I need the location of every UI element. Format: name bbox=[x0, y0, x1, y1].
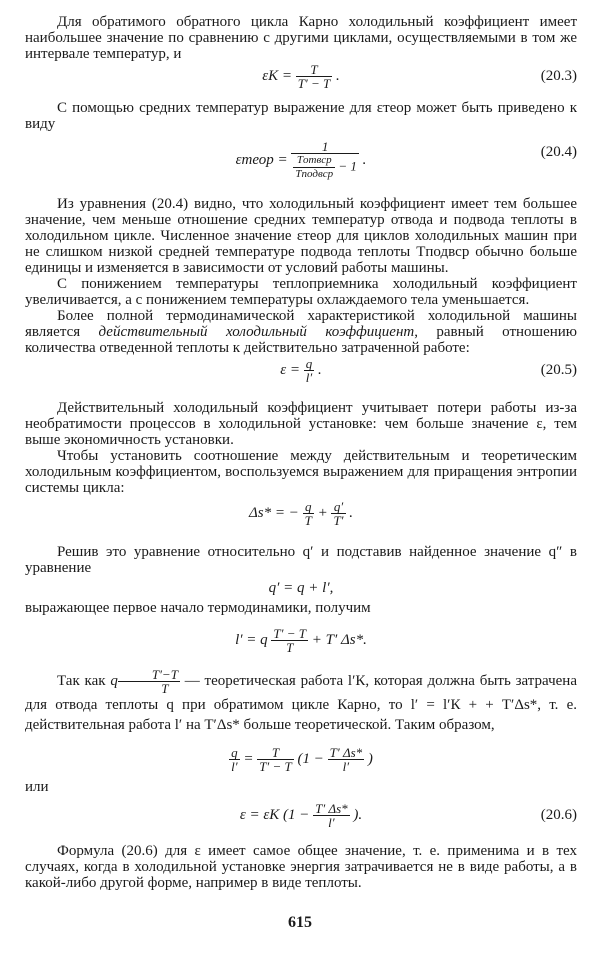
numerator: T′ Δs* bbox=[329, 745, 363, 761]
eq-lhs: l′ = q bbox=[235, 632, 268, 648]
fraction bbox=[118, 668, 180, 695]
paragraph: Из уравнения (20.4) видно, что холодильный коэффициент имеет тем большее значение, чем меньше отношение средних температур отвода и подвода теплоты в холодильном цикле. Численное значение εтеор для циклов холодильных машин при не слишком низкой средней температуре подвода теплоты Tподвcp обычно больше единицы и изменяется в зависимости от условий работы машины. bbox=[25, 196, 577, 276]
numerator: q bbox=[305, 356, 313, 372]
denominator: l′ bbox=[231, 759, 238, 775]
equation-number: (20.5) bbox=[540, 362, 577, 378]
denominator: l′ bbox=[328, 815, 335, 831]
eq-lhs: εК = bbox=[262, 68, 292, 84]
paren-open: (1 − bbox=[283, 807, 310, 823]
inner-denominator: Tподвcp bbox=[295, 168, 334, 181]
plus: + bbox=[317, 505, 328, 521]
paragraph: Формула (20.6) для ε имеет самое общее значение, т. е. применима и в тех случаях, когда в холодильной установке энергия затрачивается не в виде работы, а в какой-либо другой форме, например в виде теплоты. bbox=[25, 843, 577, 891]
page-body bbox=[25, 14, 577, 891]
eq-lhs: ε = εК bbox=[239, 807, 280, 823]
paragraph: С помощью средних температур выражение для εтеор может быть приведено к виду bbox=[25, 100, 577, 132]
fraction bbox=[304, 357, 315, 384]
fraction bbox=[296, 63, 333, 90]
denominator: T′ − T bbox=[297, 76, 331, 92]
paragraph: С понижением температуры теплоприемника холодильный коэффициент увеличивается, а с понижением температуры охлаждаемого тела уменьшается. bbox=[25, 276, 577, 308]
paren-close: ). bbox=[353, 807, 363, 823]
eq-tail: . bbox=[336, 68, 340, 84]
text: Так как bbox=[57, 672, 106, 689]
equation-entropy bbox=[25, 496, 577, 530]
denominator: T bbox=[286, 640, 294, 656]
eq-tail: . bbox=[362, 152, 367, 168]
eq-lhs: εтеор = bbox=[235, 152, 288, 168]
fraction bbox=[303, 500, 314, 527]
emphasis: действительный холодильный коэффициент bbox=[98, 324, 415, 340]
numerator: q′ bbox=[331, 500, 345, 514]
eq-lhs: Δs* = − bbox=[248, 505, 299, 521]
minus-one: − 1 bbox=[338, 158, 357, 174]
numerator: T′−T bbox=[118, 668, 180, 682]
numerator: T bbox=[296, 63, 333, 77]
symbol: q bbox=[110, 672, 118, 689]
fraction bbox=[328, 746, 365, 773]
equals: = bbox=[243, 751, 254, 767]
eq-tail: + T′ Δs*. bbox=[311, 632, 367, 648]
eq-lhs: ε = bbox=[280, 362, 301, 378]
paragraph bbox=[25, 668, 577, 735]
denominator: l′ bbox=[342, 759, 350, 775]
fraction bbox=[257, 746, 294, 773]
eq-text: q′ = q + l′, bbox=[268, 580, 334, 596]
numerator: q bbox=[303, 500, 314, 514]
equation-number: (20.3) bbox=[540, 68, 577, 84]
fraction bbox=[331, 500, 345, 527]
equation-number: (20.6) bbox=[540, 807, 577, 823]
equation-first-law bbox=[25, 576, 577, 600]
equation-20-3 bbox=[25, 62, 577, 90]
paragraph: выражающее первое начало термодинамики, получим bbox=[25, 600, 371, 616]
fraction bbox=[271, 627, 308, 654]
paragraph bbox=[25, 308, 577, 356]
inner-numerator: Tотвcp bbox=[293, 154, 335, 168]
eq-tail: . bbox=[349, 505, 354, 521]
page-number: 615 bbox=[288, 914, 312, 931]
numerator: T′ − T bbox=[273, 626, 306, 642]
text: Более полной термодинамической характеристикой холодильной машины является bbox=[25, 308, 577, 340]
numerator: T′ Δs* bbox=[315, 801, 348, 817]
fraction bbox=[229, 746, 240, 773]
denominator: T bbox=[161, 681, 169, 696]
text: , равный отношению количества отведенной теплоты к действительно затраченной работе: bbox=[25, 324, 578, 356]
numerator: 1 bbox=[291, 140, 358, 154]
equation-20-6 bbox=[25, 795, 577, 835]
text: — теоретическая работа l′К, которая должна быть затрачена для отвода теплоты q при обратимом цикле Карно, то l′ = l′К + + T′Δs*, т. е. действительная работа l′ на T′Δs* больше теоретической. Таким образом, bbox=[25, 672, 577, 733]
fraction bbox=[291, 140, 358, 181]
paragraph: Действительный холодильный коэффициент учитывает потери работы из-за необратимости процессов в холодильной установке: чем больше значение ε, тем выше экономичность установки. bbox=[25, 400, 577, 448]
equation-20-5 bbox=[25, 356, 577, 384]
denominator: T′ − T bbox=[259, 759, 292, 775]
denominator: l′ bbox=[305, 370, 313, 386]
paren-close: ) bbox=[367, 751, 373, 767]
fraction bbox=[313, 802, 350, 829]
denominator: T′ bbox=[333, 513, 344, 529]
numerator: T bbox=[257, 746, 294, 760]
paren-open: (1 − bbox=[297, 751, 324, 767]
eq-tail: . bbox=[318, 362, 322, 378]
equation-work bbox=[25, 620, 577, 660]
paragraph: Для обратимого обратного цикла Карно холодильный коэффициент имеет наибольшее значение по сравнению с другими циклами, осуществляемыми в том же интервале температур, и bbox=[25, 14, 577, 62]
numerator: q bbox=[231, 745, 238, 761]
inner-fraction bbox=[293, 154, 335, 181]
paragraph: или bbox=[25, 779, 49, 795]
equation-ratio bbox=[25, 739, 577, 779]
paragraph: Чтобы установить соотношение между действительным и теоретическим холодильным коэффициентом, воспользуемся выражением для приращения энтропии системы цикла: bbox=[25, 448, 577, 496]
equation-20-4 bbox=[25, 132, 577, 188]
equation-number: (20.4) bbox=[540, 144, 577, 160]
paragraph: Решив это уравнение относительно q′ и подставив найденное значение q″ в уравнение bbox=[25, 544, 577, 576]
denominator: T bbox=[304, 513, 312, 529]
